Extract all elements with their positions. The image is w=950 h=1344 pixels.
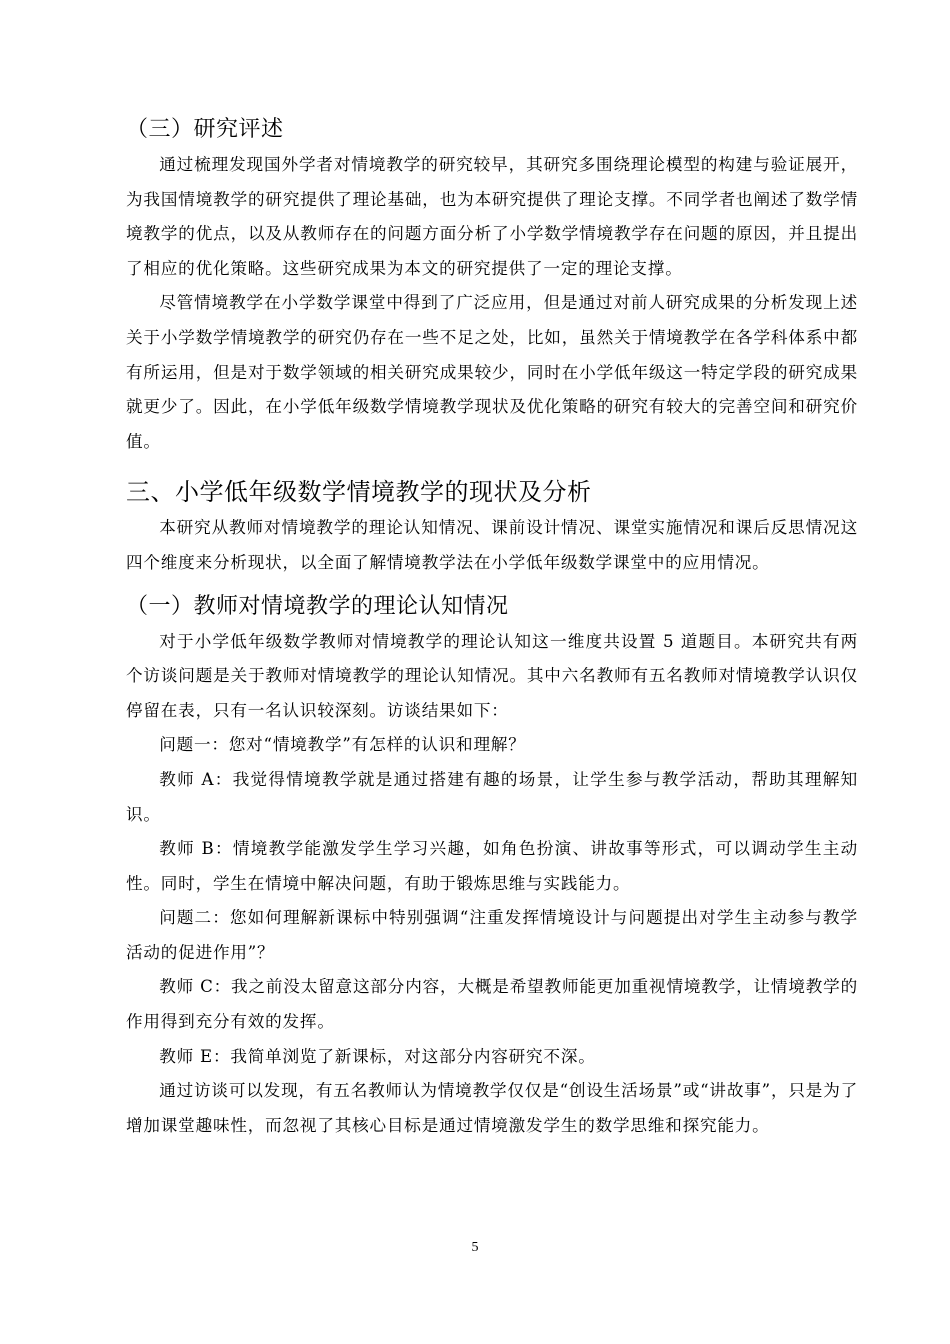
interview-answer: 教师 B：情境教学能激发学生学习兴趣，如角色扮演、讲故事等形式，可以调动学生主动性。同时，学生在情境中解决问题，有助于锻炼思维与实践能力。 [126,839,858,893]
chapter-heading: 三、小学低年级数学情境教学的现状及分析 [126,478,592,507]
interview-question: 问题一：您对“情境教学”有怎样的认识和理解？ [159,735,526,755]
interview-answer: 教师 A：我觉得情境教学就是通过搭建有趣的场景，让学生参与教学活动，帮助其理解知识。 [126,769,858,824]
paragraph: 尽管情境教学在小学数学课堂中得到了广泛应用，但是通过对前人研究成果的分析发现上述关于小学数学情境教学的研究仍存在一些不足之处，比如，虽然关于情境教学在各学科体系中都有所运用，但是对于数学领域的相关研究成果较少，同时在小学低年级这一特定学段的研究成果就更少了。因此，在小学低年级数学情境教学现状及优化策略的研究有较大的完善空间和研究价值。 [126,293,858,451]
section-heading-cognition: （一）教师对情境教学的理论认知情况 [126,593,509,619]
paragraph: 本研究从教师对情境教学的理论认知情况、课前设计情况、课堂实施情况和课后反思情况这四个维度来分析现状，以全面了解情境教学法在小学低年级数学课堂中的应用情况。 [126,518,858,572]
document-page [126,104,858,1143]
paragraph: 通过梳理发现国外学者对情境教学的研究较早，其研究多围绕理论模型的构建与验证展开，为我国情境教学的研究提供了理论基础，也为本研究提供了理论支撑。不同学者也阐述了数学情境教学的优点，以及从教师存在的问题方面分析了小学数学情境教学存在问题的原因，并且提出了相应的优化策略。这些研究成果为本文的研究提供了一定的理论支撑。 [126,155,858,278]
interview-answer: 教师 E：我简单浏览了新课标，对这部分内容研究不深。 [159,1046,596,1066]
interview-answer: 教师 C：我之前没太留意这部分内容，大概是希望教师能更加重视情境教学，让情境教学的作用得到充分有效的发挥。 [126,977,858,1032]
section-heading-research-review: （三）研究评述 [126,117,284,142]
interview-question: 问题二：您如何理解新课标中特别强调“注重发挥情境设计与问题提出对学生主动参与教学活动的促进作用”？ [126,908,858,962]
paragraph: 通过访谈可以发现，有五名教师认为情境教学仅仅是“创设生活场景”或“讲故事”，只是为了增加课堂趣味性，而忽视了其核心目标是通过情境激发学生的数学思维和探究能力。 [126,1081,858,1135]
page-number: 5 [471,1240,479,1255]
paragraph: 对于小学低年级数学教师对情境教学的理论认知这一维度共设置 5 道题目。本研究共有两个访谈问题是关于教师对情境教学的理论认知情况。其中六名教师有五名教师对情境教学认识仅停留在表，只有一名认识较深刻。访谈结果如下： [126,631,858,720]
